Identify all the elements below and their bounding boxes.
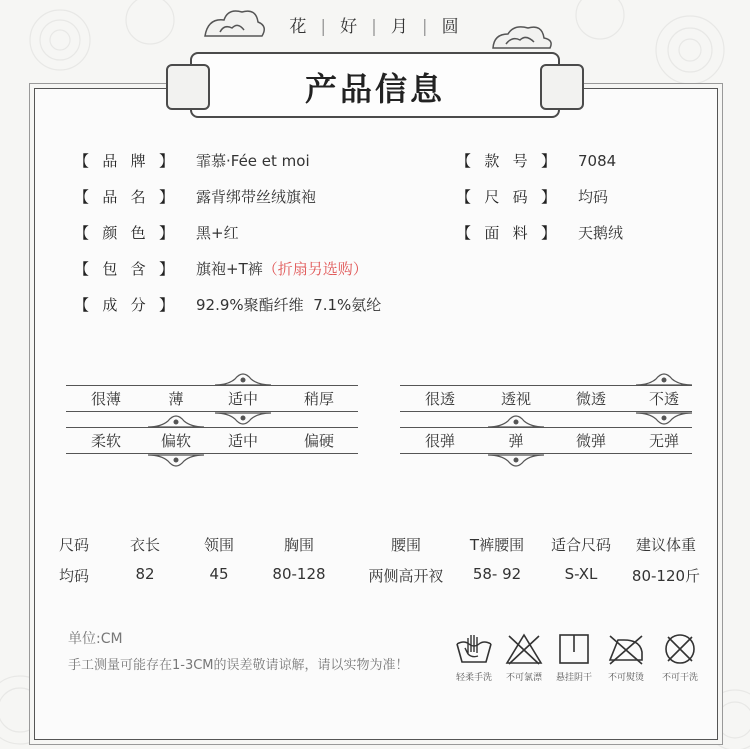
care-label: 不可干洗 xyxy=(661,673,698,683)
info-row-name xyxy=(74,186,316,207)
info-label: 【 颜 色 】 xyxy=(74,224,174,242)
scale-marker-ornament xyxy=(146,415,206,429)
no-bleach-icon xyxy=(504,632,544,666)
table-header: 胸围 xyxy=(283,536,314,554)
scale-option: 适中 xyxy=(227,390,258,408)
care-item xyxy=(446,632,502,683)
scale-line xyxy=(400,427,692,428)
scale-line xyxy=(66,385,358,386)
no-iron-icon xyxy=(606,632,646,666)
scale-marker-ornament xyxy=(634,373,694,387)
care-item xyxy=(546,632,602,683)
scale-option: 很弹 xyxy=(424,432,455,450)
info-value: 天鹅绒 xyxy=(578,224,624,242)
title-banner xyxy=(190,52,560,118)
info-label: 【 款 号 】 xyxy=(456,152,556,170)
info-value: 均码 xyxy=(578,188,609,206)
scale-marker-ornament xyxy=(213,411,273,425)
scale-option: 偏硬 xyxy=(303,432,334,450)
info-row-size xyxy=(456,186,608,207)
care-label: 不可氯漂 xyxy=(505,673,542,683)
care-label: 悬挂阴干 xyxy=(555,673,592,683)
scale-option: 微弹 xyxy=(575,432,606,450)
care-item xyxy=(652,632,708,683)
scale-option: 无弹 xyxy=(648,432,679,450)
page-title: 产品信息 xyxy=(304,70,445,108)
table-header: 衣长 xyxy=(129,536,160,554)
info-value: 露背绑带丝绒旗袍 xyxy=(196,188,317,206)
table-cell: 80-120斤 xyxy=(631,567,701,585)
hang-dry-icon xyxy=(554,632,594,666)
table-header: 建议体重 xyxy=(635,536,696,554)
scale-option: 柔软 xyxy=(90,432,121,450)
scale-marker-ornament xyxy=(486,415,546,429)
scale-line xyxy=(66,411,358,412)
table-header: T裤腰围 xyxy=(469,536,525,554)
info-value: 霏慕·Fée et moi xyxy=(196,152,310,170)
scale-option: 透视 xyxy=(500,390,531,408)
no-tumble-dry-icon xyxy=(660,632,700,666)
header-char: 圆 xyxy=(441,17,461,37)
info-row-color xyxy=(74,222,239,243)
info-row-includes xyxy=(74,258,368,279)
info-label: 【 品 牌 】 xyxy=(74,152,174,170)
scale-marker-ornament xyxy=(486,453,546,467)
info-row-fabric xyxy=(456,222,623,243)
care-item xyxy=(496,632,552,683)
info-label: 【 包 含 】 xyxy=(74,260,174,278)
info-label: 【 成 分 】 xyxy=(74,296,174,314)
table-header: 腰围 xyxy=(390,536,421,554)
scale-option: 很薄 xyxy=(90,390,121,408)
info-label: 【 品 名 】 xyxy=(74,188,174,206)
table-cell: 80-128 xyxy=(272,565,326,583)
disclaimer-note: 手工测量可能存在1-3CM的误差敬请谅解，请以实物为准！ xyxy=(68,658,409,673)
info-value: 7084 xyxy=(578,151,617,170)
unit-note: 单位:CM xyxy=(68,631,123,647)
hand-wash-icon xyxy=(454,632,494,666)
scale-line xyxy=(66,427,358,428)
table-cell: 均码 xyxy=(58,567,89,585)
table-cell: 58- 92 xyxy=(472,565,522,583)
info-value: 旗袍+T裤 xyxy=(196,260,263,278)
care-label: 轻柔手洗 xyxy=(455,673,492,683)
scale-option: 弹 xyxy=(508,432,524,450)
scale-line xyxy=(400,453,692,454)
scale-option: 很透 xyxy=(424,390,455,408)
info-row-brand xyxy=(74,150,310,171)
info-label: 【 面 料 】 xyxy=(456,224,556,242)
scale-option: 不透 xyxy=(648,390,679,408)
scale-marker-ornament xyxy=(634,411,694,425)
info-row-style-no xyxy=(456,150,616,171)
table-header: 适合尺码 xyxy=(550,536,611,554)
scale-line xyxy=(66,453,358,454)
header-char: 好 xyxy=(340,17,360,37)
table-header: 尺码 xyxy=(58,536,89,554)
info-value: 黑+红 xyxy=(196,224,239,242)
header-char: 花 xyxy=(289,17,309,37)
info-value: 92.9%聚酯纤维 7.1%氨纶 xyxy=(196,296,382,314)
header-chars: 花 | 好 | 月 | 圆 xyxy=(289,17,461,37)
scale-option: 稍厚 xyxy=(303,390,334,408)
header-char: 月 xyxy=(390,17,410,37)
table-cell: 两侧高开衩 xyxy=(368,567,444,585)
cloud-ornament-left xyxy=(200,6,270,46)
info-note: （折扇另选购） xyxy=(262,260,368,278)
scale-option: 适中 xyxy=(227,432,258,450)
table-cell: S-XL xyxy=(564,565,598,583)
info-label: 【 尺 码 】 xyxy=(456,188,556,206)
cloud-ornament-right xyxy=(488,20,558,54)
scale-option: 薄 xyxy=(168,390,184,408)
table-cell: 82 xyxy=(135,565,155,583)
table-cell: 45 xyxy=(209,565,229,583)
scale-marker-ornament xyxy=(213,373,273,387)
care-item xyxy=(598,632,654,683)
table-header: 领围 xyxy=(203,536,234,554)
scale-marker-ornament xyxy=(146,453,206,467)
scale-option: 微透 xyxy=(575,390,606,408)
info-row-composition xyxy=(74,294,381,315)
scale-option: 偏软 xyxy=(160,432,191,450)
care-label: 不可熨烫 xyxy=(607,673,644,683)
